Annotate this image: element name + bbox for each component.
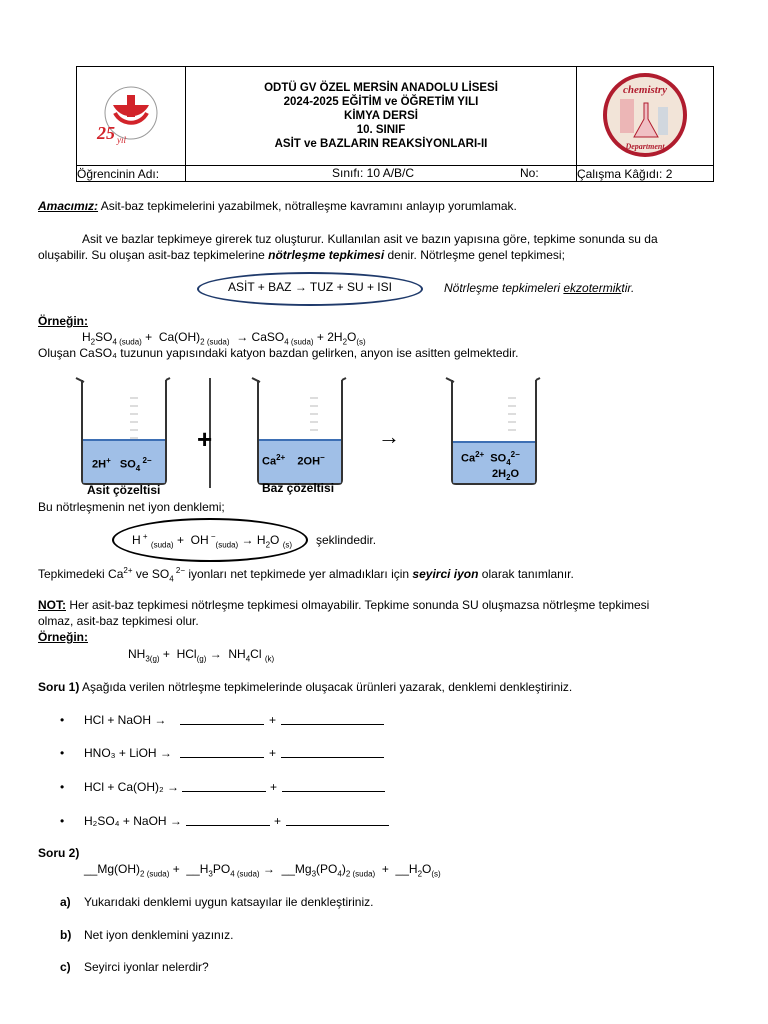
note-label: NOT: <box>38 598 66 612</box>
q1-item-3-answer-1[interactable] <box>182 780 266 792</box>
example-explanation: Oluşan CaSO₄ tuzunun yapısındaki katyon bazdan gelirken, anyon ise asitten gelmektedir. <box>38 346 519 360</box>
q1-item-1-answer-2[interactable] <box>281 713 384 725</box>
right-logo-cell <box>577 67 714 166</box>
left-logo-cell <box>77 67 186 166</box>
net-ionic-equation: H + $_{(suda)}$ + OH $^-_{(suda)} \to H_2O$ $_{(s)}$ <box>132 532 293 550</box>
q1-bullet-3: • <box>60 780 65 794</box>
grade-level: 10. SINIF <box>356 124 406 136</box>
net-ionic-suffix: şeklindedir. <box>316 533 377 547</box>
example-equation: $H_2SO_{4 (suda)} + Ca(OH)_{2 (suda)}$ → CaSO$_{4 (suda)}$ + $2H_2O_{(s)}$ <box>82 330 366 347</box>
q1-item-3: HCl + Ca(OH)₂ → <box>84 780 179 794</box>
note-example-label: Örneğin: <box>38 630 88 644</box>
base-solution-label: Baz çözeltisi <box>262 481 335 495</box>
product-ions: $Ca^{2+}$ $SO_4^{2-}$ <box>461 450 520 467</box>
acid-ions: 2H+ $SO_4$ $^{2-}$ <box>92 456 152 473</box>
reaction-arrow: → <box>378 424 400 449</box>
exothermic-note: Nötrleşme tepkimeleri ekzotermiktir. <box>444 281 635 295</box>
general-equation: ASİT + BAZ → TUZ + SU + ISI <box>228 280 392 294</box>
q1-item-4: H₂SO₄ + NaOH → <box>84 814 182 828</box>
q1-item-2-answer-1[interactable] <box>180 746 264 758</box>
q1-item-1: HCl + NaOH → <box>84 713 167 727</box>
q2a-text: Yukarıdaki denklemi uygun katsayılar ile denkleştiriniz. <box>84 895 374 909</box>
q1-bullet-1: • <box>60 713 65 727</box>
beaker-diagram <box>70 372 550 492</box>
q1-item-2: HNO₃ + LiOH → <box>84 746 172 760</box>
worksheet-number: Çalışma Kâğıdı: 2 <box>577 166 714 182</box>
q2b-letter: b) <box>60 928 72 942</box>
plus-sign: + <box>197 424 213 454</box>
q2a-letter: a) <box>60 895 71 909</box>
q1-bullet-2: • <box>60 746 65 760</box>
aim-label: Amacımız: <box>38 199 99 213</box>
aim-line <box>38 199 517 213</box>
neutralization-term: nötrleşme tepkimesi <box>268 248 385 262</box>
svg-text:25: 25 <box>97 122 115 143</box>
chemistry-department-logo-icon <box>600 73 690 157</box>
example-label: Örneğin: <box>38 314 88 328</box>
note-line-1: NOT: Her asit-baz tepkimesi nötrleşme tepkimesi olmayabilir. Tepkime sonunda SU oluşmazsa nötrleşme tepkimesi <box>38 598 650 612</box>
school-year: 2024-2025 EĞİTİM ve ÖĞRETİM YILI <box>283 96 479 108</box>
base-ions: $Ca^{2+}$ 2OH− <box>262 453 325 468</box>
q1-item-4-answer-1[interactable] <box>186 814 270 826</box>
net-ionic-intro: Bu nötrleşmenin net iyon denklemi; <box>38 500 225 514</box>
student-number-field[interactable]: No: <box>520 166 539 180</box>
q2c-text: Seyirci iyonlar nelerdir? <box>84 960 209 974</box>
intro-line-1: Asit ve bazlar tepkimeye girerek tuz oluşturur. Kullanılan asit ve bazın yapısına göre, tepkime sonunda su da <box>82 232 658 246</box>
question-1: Soru 1) Aşağıda verilen nötrleşme tepkimelerinde oluşacak ürünleri yazarak, denklemi denkleştiriniz. <box>38 680 573 694</box>
acid-solution-label: Asit çözeltisi <box>87 483 161 497</box>
q1-item-2-answer-2[interactable] <box>281 746 384 758</box>
student-name-field[interactable]: Öğrencinin Adı: <box>77 166 186 182</box>
note-example-equation: $NH_{3(g)} + HCl_{(g)} \to NH_4Cl$ $_{(k)}$ <box>128 647 275 664</box>
aim-text: Asit-baz tepkimelerini yazabilmek, nötralleşme kavramını anlayıp yorumlamak. <box>98 199 517 213</box>
q1-bullet-4: • <box>60 814 65 828</box>
q2c-letter: c) <box>60 960 71 974</box>
class-field: Sınıfı: 10 A/B/C <box>332 166 415 180</box>
title-cell <box>186 67 577 166</box>
svg-text:yıl: yıl <box>117 134 126 145</box>
svg-text:chemistry: chemistry <box>623 83 667 96</box>
svg-text:Department: Department <box>625 141 665 151</box>
worksheet-topic: ASİT ve BAZLARIN REAKSİYONLARI-II <box>274 138 488 150</box>
q1-item-3-answer-2[interactable] <box>282 780 385 792</box>
base-beaker-icon <box>252 378 346 484</box>
q1-item-1-answer-1[interactable] <box>180 713 264 725</box>
note-line-2: olmaz, asit-baz tepkimesi olur. <box>38 614 199 628</box>
question-1-label: Soru 1) <box>38 680 80 694</box>
q1-item-4-answer-2[interactable] <box>286 814 389 826</box>
school-logo-icon <box>91 75 171 155</box>
product-water: $2H_2O$ <box>492 468 520 483</box>
question-2-label: Soru 2) <box>38 846 80 860</box>
spectator-term: seyirci iyon <box>412 567 479 581</box>
header-table <box>76 66 714 182</box>
intro-line-2: oluşabilir. Su oluşan asit-baz tepkimelerine nötrleşme tepkimesi denir. Nötrleşme genel tepkimesi; <box>38 248 565 262</box>
question-2-equation: $\_\_Mg(OH)_{2 (suda)}$ + $\_\_H_3PO_{4 (suda)}$ → $\_\_Mg_3(PO_4)_{2 (suda)}$ + $\_\_H_2O_{(s)}$ <box>84 862 441 879</box>
spectator-ions-line: Tepkimedeki $Ca^{2+}$ ve $SO_4$ $^{2-}$ iyonları net tepkimede yer almadıkları için seyirci iyon olarak tanımlanır. <box>38 566 574 584</box>
q2b-text: Net iyon denklemini yazınız. <box>84 928 234 942</box>
school-name: ODTÜ GV ÖZEL MERSİN ANADOLU LİSESİ <box>264 82 498 94</box>
course-name: KİMYA DERSİ <box>344 110 418 122</box>
